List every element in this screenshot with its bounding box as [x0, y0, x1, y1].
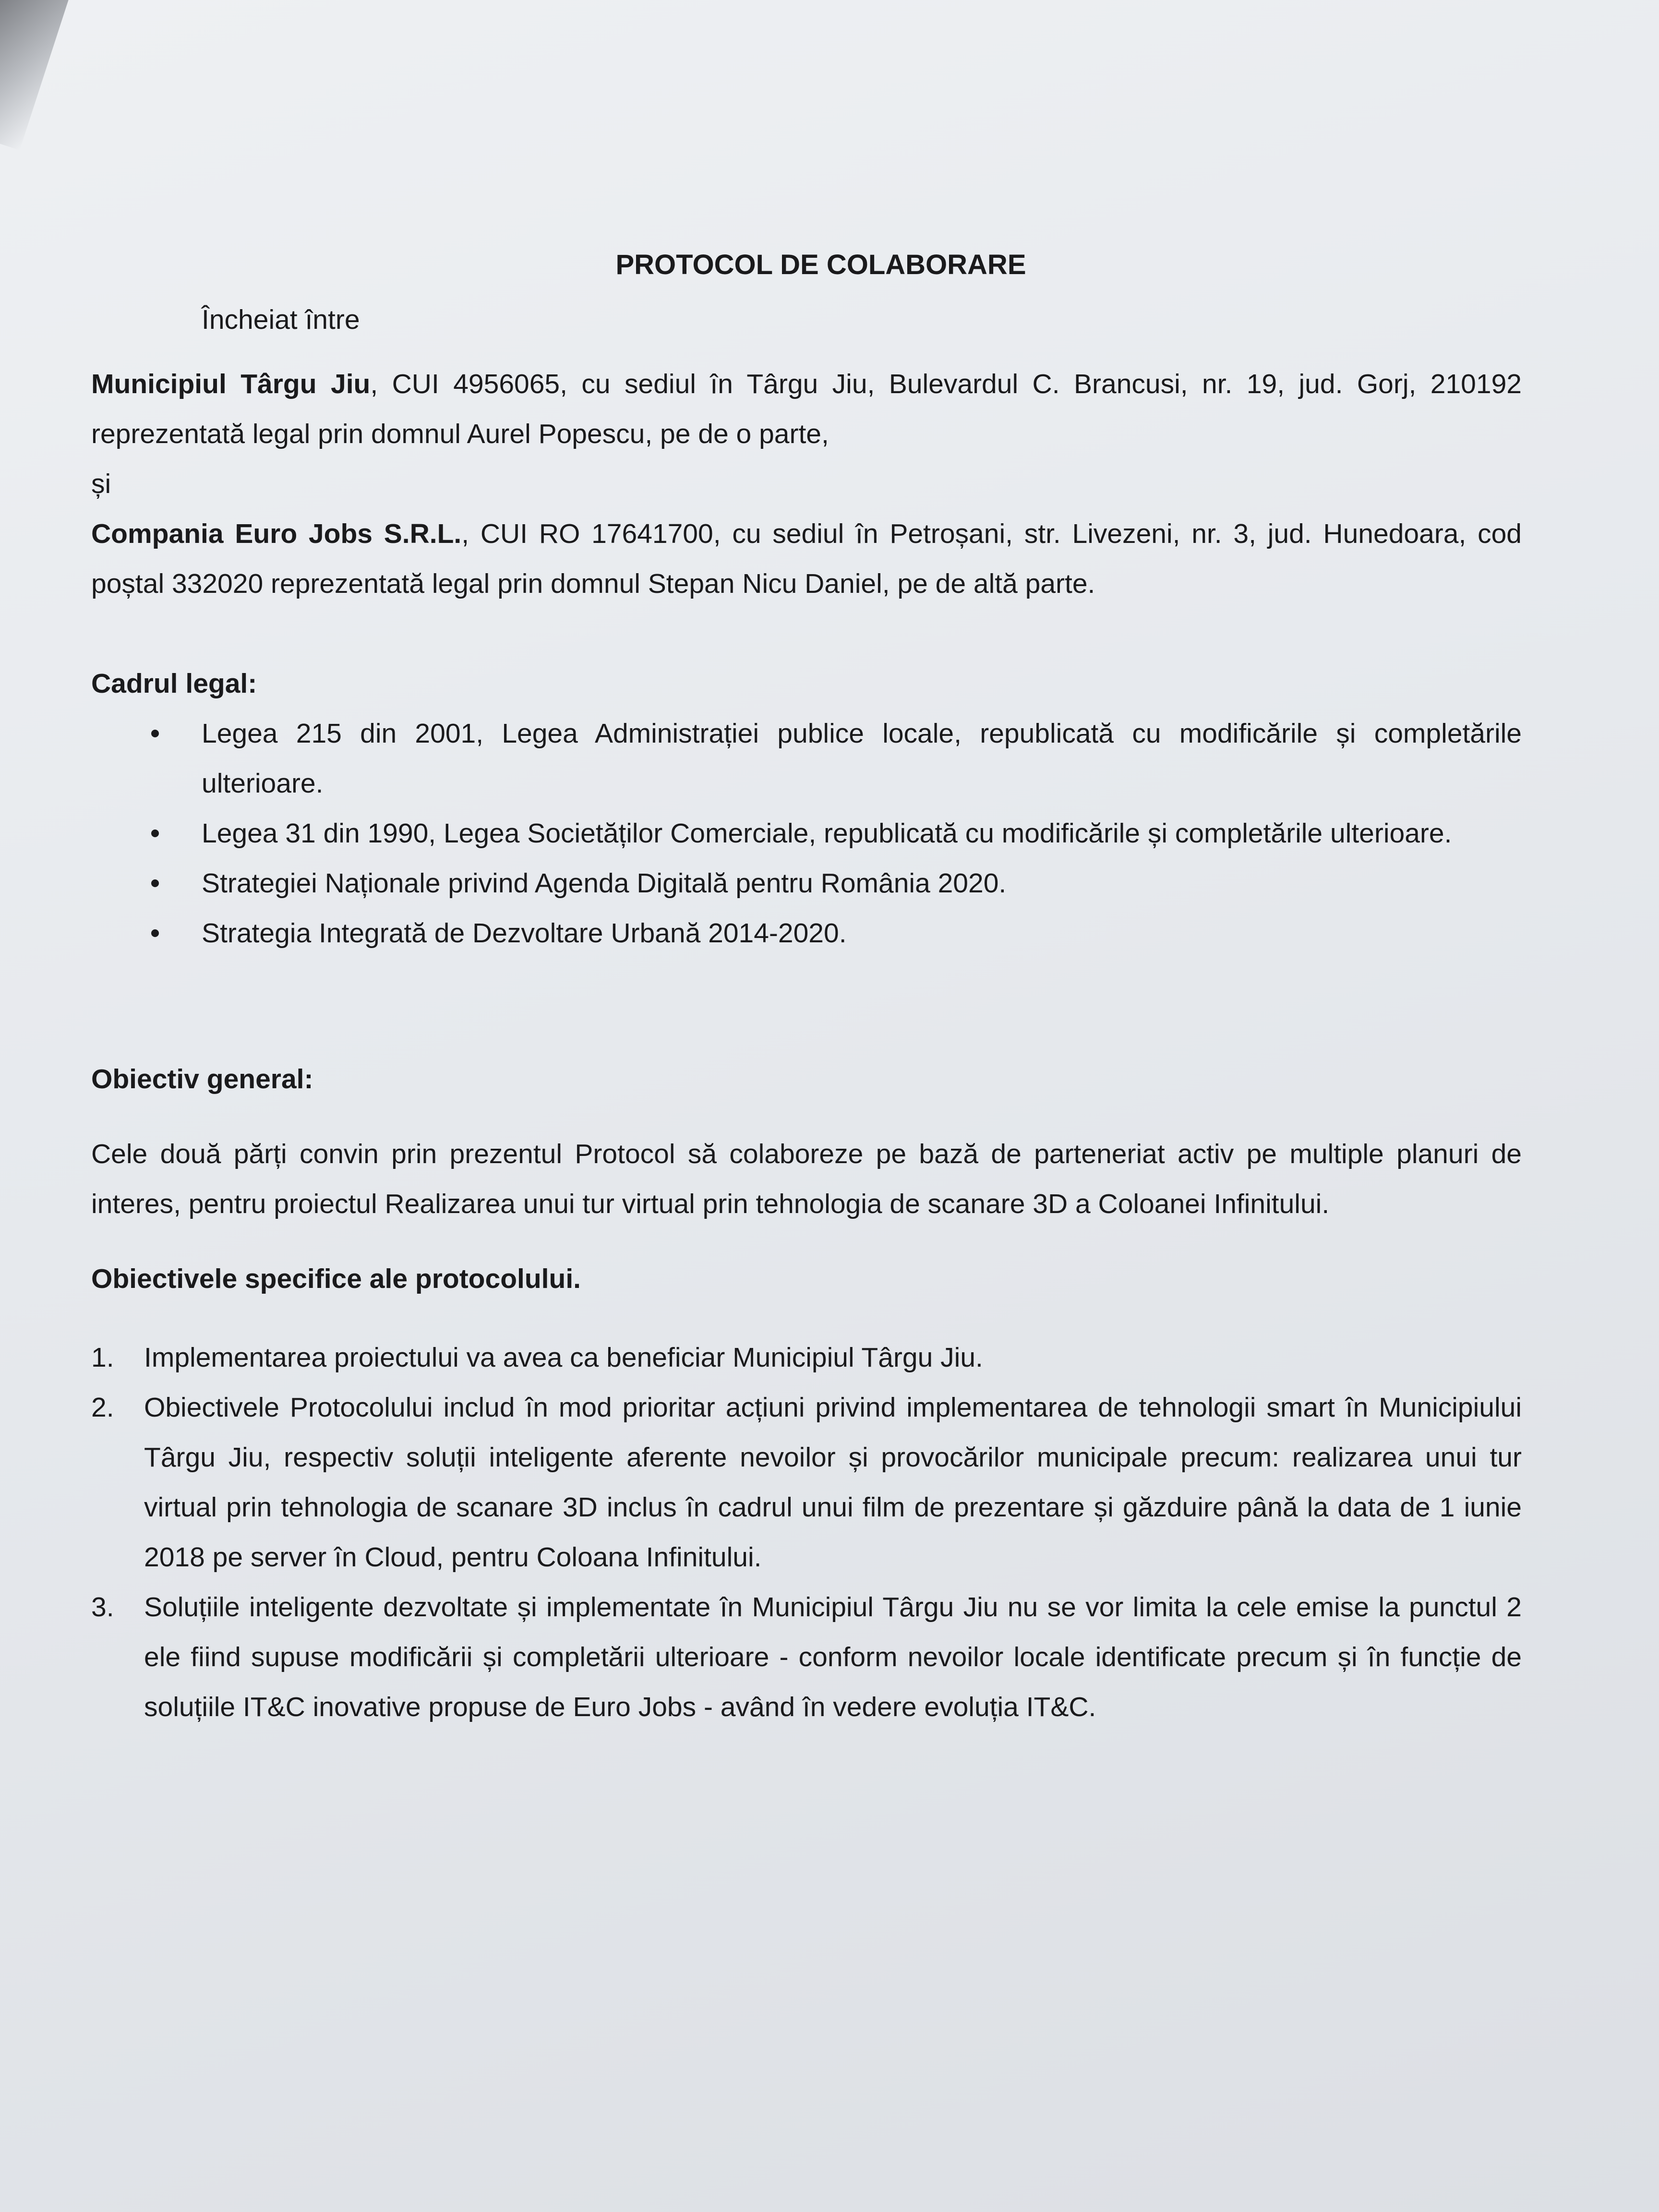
- item-number: 1.: [91, 1342, 114, 1373]
- conjunction: și: [91, 469, 111, 499]
- document-title: PROTOCOL DE COLABORARE: [615, 249, 1026, 280]
- party-1-details: , CUI 4956065, cu sediul în Târgu Jiu, Bulevardul C. Brancusi, nr. 19, jud. Gorj, 210192 reprezentată legal prin domnul Aurel Popescu, pe de o parte,: [91, 369, 1522, 449]
- item-number: 2.: [91, 1392, 114, 1423]
- list-item: [91, 1382, 1522, 1582]
- document-subtitle: Încheiat între: [202, 304, 360, 335]
- list-item: [91, 1582, 1522, 1732]
- item-text: Obiectivele Protocolului includ în mod prioritar acțiuni privind implementarea de tehnologii smart în Municipiului Târgu Jiu, respectiv soluții inteligente aferente nevoilor și provocărilor municipale precum: realizarea unui tur virtual prin tehnologia de scanare 3D inclus în cadrul unui film de prezentare și găzduire până la data de 1 iunie 2018 pe server în Cloud, pentru Coloana Infinitului.: [144, 1392, 1522, 1573]
- legal-framework-heading: Cadrul legal:: [91, 668, 257, 699]
- general-objective-heading: Obiectiv general:: [91, 1064, 313, 1094]
- party-2-paragraph: [91, 509, 1522, 609]
- document-body: [91, 240, 1522, 1732]
- list-item: Legea 31 din 1990, Legea Societăților Comerciale, republicată cu modificările și completările ulterioare.: [91, 808, 1522, 858]
- party-2-name: Compania Euro Jobs S.R.L.: [91, 518, 462, 549]
- specific-objectives-list: [91, 1333, 1522, 1732]
- party-1-paragraph: [91, 359, 1522, 459]
- list-item: Strategiei Naționale privind Agenda Digitală pentru România 2020.: [91, 858, 1522, 908]
- general-objective-text: Cele două părți convin prin prezentul Protocol să colaboreze pe bază de parteneriat activ pe multiple planuri de interes, pentru proiectul Realizarea unui tur virtual prin tehnologia de scanare 3D a Coloanei Infinitului.: [91, 1139, 1522, 1219]
- legal-framework-list: [91, 709, 1522, 958]
- specific-objectives-heading: Obiectivele specifice ale protocolului.: [91, 1263, 581, 1294]
- party-1-name: Municipiul Târgu Jiu: [91, 369, 371, 399]
- list-item: [91, 1333, 1522, 1382]
- item-text: Implementarea proiectului va avea ca beneficiar Municipiul Târgu Jiu.: [144, 1342, 983, 1373]
- item-number: 3.: [91, 1592, 114, 1623]
- item-text: Soluțiile inteligente dezvoltate și implementate în Municipiul Târgu Jiu nu se vor limita la cele emise la punctul 2 ele fiind supuse modificării și completării ulterioare - conform nevoilor locale identificate precum și în funcție de soluțiile IT&C inovative propuse de Euro Jobs - având în vedere evoluția IT&C.: [144, 1592, 1522, 1722]
- list-item: Legea 215 din 2001, Legea Administrației publice locale, republicată cu modificările și completările ulterioare.: [91, 709, 1522, 808]
- page-corner-shadow: [0, 0, 73, 150]
- party-2-details: , CUI RO 17641700, cu sediul în Petroșani, str. Livezeni, nr. 3, jud. Hunedoara, cod poștal 332020 reprezentată legal prin domnul Stepan Nicu Daniel, pe de altă parte.: [91, 518, 1522, 599]
- list-item: Strategia Integrată de Dezvoltare Urbană 2014-2020.: [91, 908, 1522, 958]
